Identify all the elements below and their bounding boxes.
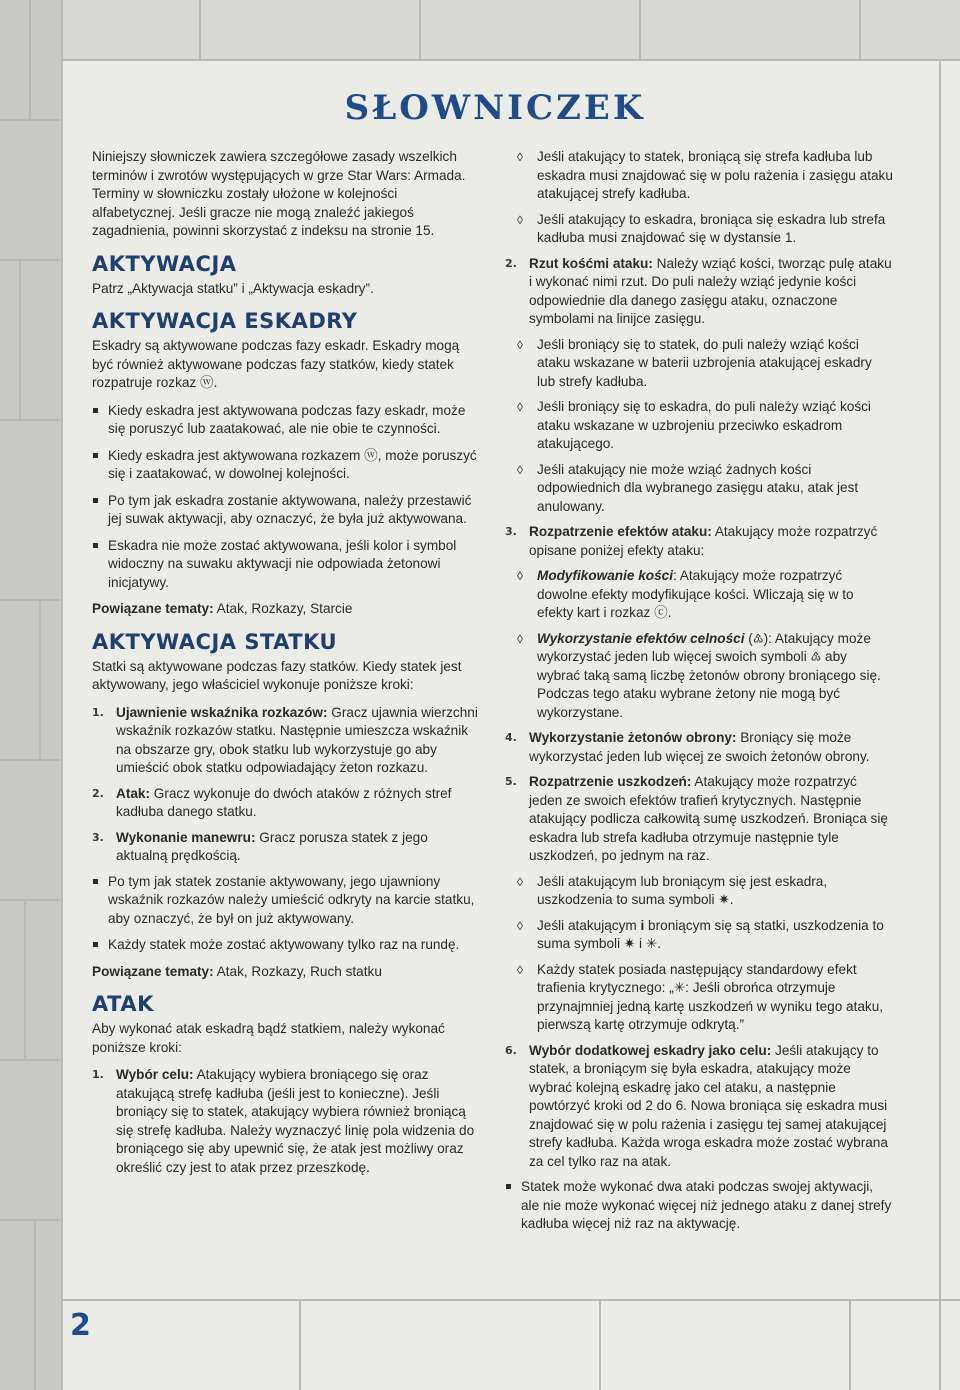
step-item bbox=[92, 785, 480, 822]
step3-subitems bbox=[505, 567, 893, 722]
step-item bbox=[505, 523, 893, 560]
heading-aktywacja-eskadry: AKTYWACJA ESKADRY bbox=[92, 309, 358, 333]
list-item: ◊ Wykorzystanie efektów celności (♳): Atakujący może wykorzystać jeden lub więcej swoich symboli ♳ aby wybrać taką samą liczbę żetonów obrony broniącego się. Podczas tego ataku wybrane żetony nie mogą być wykorzystane. bbox=[517, 630, 881, 720]
list-item: ◊ Każdy statek posiada następujący standardowy efekt trafienia krytycznego: „✳: Jeśli obrońca otrzymuje przynajmniej jedną kartę uszkodzeń w wyniku tego ataku, pierwszą kartę otrzymuje odkrytą.” bbox=[517, 961, 884, 1032]
step-title: Rozpatrzenie uszkodzeń: bbox=[529, 774, 692, 789]
step-number: 1. bbox=[92, 705, 104, 719]
step-number: 4. bbox=[505, 731, 517, 744]
heading-aktywacja-statku: AKTYWACJA STATKU bbox=[92, 629, 338, 654]
list-item: Kiedy eskadra jest aktywowana podczas fazy eskadr, może się poruszyć lub zaatakować, ale nie obie te czynności. bbox=[92, 402, 480, 439]
step-number: 1. bbox=[92, 1068, 104, 1081]
heading-aktywacja: AKTYWACJA bbox=[92, 251, 237, 276]
atak-step-2 bbox=[505, 255, 893, 329]
related-value: Atak, Rozkazy, Ruch statku bbox=[216, 963, 382, 979]
step-number: 5. bbox=[505, 775, 517, 788]
step-text: Jeśli atakujący to statek, a broniącym się była eskadra, atakujący może wybrać kolejną eskadrę jako cel ataku, a następnie powtórzyć kroki od 2 do 6. Nowa broniąca się eskadra musi znajdować się w polu rażenia i zasięgu tej samej atakującej strefy kadłuba. Każda wroga eskadra może zostać wybrana za cel tylko raz na atak. bbox=[529, 1042, 888, 1169]
aktywacja-statku-text: Statki są aktywowane podczas fazy statków. Kiedy statek jest aktywowany, jego właściciel wykonuje poniższe kroki: bbox=[92, 658, 462, 692]
list-item: Eskadra nie może zostać aktywowana, jeśli kolor i symbol widoczny na suwaku aktywacji nie odpowiada żetonowi inicjatywy. bbox=[92, 537, 480, 593]
diamond-icon: ◊ bbox=[517, 462, 523, 477]
related-topics bbox=[92, 963, 480, 982]
list-item: Po tym jak statek zostanie aktywowany, jego ujawniony wskaźnik rozkazów należy umieścić odkryty na karcie statku, aby oznaczyć, że był on już aktywowany. bbox=[92, 873, 480, 929]
list-item: Kiedy eskadra jest aktywowana rozkazem ⓦ, może poruszyć się i zaatakować, w dowolnej kolejności. bbox=[92, 447, 480, 484]
list-item: Statek może wykonać dwa ataki podczas swojej aktywacji, ale nie może wykonać więcej niż jednego ataku z danej strefy kadłuba więcej niż raz na aktywację. bbox=[505, 1178, 893, 1234]
related-topics bbox=[92, 600, 480, 619]
step-item bbox=[92, 1066, 480, 1177]
diamond-icon: ◊ bbox=[517, 150, 523, 164]
step-item bbox=[505, 729, 893, 766]
step1-subitems bbox=[505, 148, 893, 248]
list-item: ◊ Jeśli atakującym lub broniącym się jest eskadra, uszkodzenia to suma symboli ✷. bbox=[517, 873, 828, 907]
right-column bbox=[505, 148, 893, 1242]
aktywacja-eskadry-bullets bbox=[92, 402, 480, 593]
step-text: Broniący się może wykorzystać jeden lub więcej ze swoich żetonów obrony. bbox=[529, 730, 870, 764]
list-item: Po tym jak eskadra zostanie aktywowana, należy przestawić jej suwak aktywacji, aby oznaczyć, że była już aktywowana. bbox=[92, 492, 480, 529]
related-label: Powiązane tematy: bbox=[92, 963, 214, 979]
step-title: Wybór dodatkowej eskadry jako celu: bbox=[529, 1042, 772, 1058]
step-text: Gracz ujawnia wierzchni wskaźnik rozkazów statku. Następnie umieszcza wskaźnik na obszarze gry, obok statku lub wykorzystuje go aby umieścić obok statku odpowiadający żeton rozkazu. bbox=[116, 704, 478, 775]
list-item: ◊ Jeśli broniący się to statek, do puli należy wziąć kości ataku wskazane w baterii uzbrojenia atakującej eskadry lub strefy kadłuba. bbox=[517, 336, 872, 389]
heading-atak: ATAK bbox=[92, 992, 154, 1016]
aktywacja-statku-steps bbox=[92, 704, 480, 866]
step-title: Wykonanie manewru: bbox=[116, 829, 256, 845]
aktywacja-eskadry-text: Eskadry są aktywowane podczas fazy eskadr. Eskadry mogą być również aktywowane podczas fazy statków, kiedy statek rozpatruje rozkaz ⓦ. bbox=[92, 338, 460, 390]
step-title: Atak: bbox=[116, 785, 150, 801]
step-item bbox=[92, 704, 480, 778]
step-title: Rozpatrzenie efektów ataku: bbox=[529, 524, 712, 539]
aktywacja-statku-bullets bbox=[92, 873, 480, 955]
diamond-icon: ◊ bbox=[517, 337, 523, 352]
atak-text: Aby wykonać atak eskadrą bądź statkiem, należy wykonać poniższe kroki: bbox=[92, 1021, 445, 1055]
related-value: Atak, Rozkazy, Starcie bbox=[216, 601, 353, 616]
step-number: 3. bbox=[505, 525, 517, 538]
step-item bbox=[505, 1042, 893, 1172]
step5-subitems bbox=[505, 873, 893, 1035]
step-title: Wybór celu: bbox=[116, 1067, 194, 1082]
diamond-icon: ◊ bbox=[517, 631, 523, 646]
diamond-icon: ◊ bbox=[517, 212, 523, 227]
diamond-icon: ◊ bbox=[517, 918, 523, 933]
step-title: Wykorzystanie żetonów obrony: bbox=[529, 730, 737, 745]
accuracy-icon: ♳ bbox=[810, 650, 822, 664]
list-item: ◊ Jeśli broniący się to eskadra, do puli należy wziąć kości ataku wskazane w uzbrojeniu przeciwko eskadrom atakującego. bbox=[517, 399, 871, 451]
step-item bbox=[505, 773, 893, 866]
step-number: 3. bbox=[92, 830, 104, 844]
diamond-icon: ◊ bbox=[517, 874, 523, 889]
list-item: ◊ Modyfikowanie kości: Atakujący może rozpatrzyć dowolne efekty modyfikujące kości. Wliczają się w to efekty kart i rozkaz ⓒ. bbox=[517, 568, 854, 620]
diamond-icon: ◊ bbox=[517, 962, 523, 977]
list-item: ◊ Jeśli atakujący to statek, broniącą się strefa kadłuba lub eskadra musi znajdować się w polu rażenia i zasięgu ataku atakującej strefy kadłuba. bbox=[517, 149, 893, 201]
step-number: 2. bbox=[92, 786, 104, 800]
step-text: Gracz porusza statek z jego aktualną prędkością. bbox=[116, 829, 428, 863]
step-title: Rzut kośćmi ataku: bbox=[529, 255, 653, 271]
intro-text: Niniejszy słowniczek zawiera szczegółowe zasady wszelkich terminów i zwrotów występujących w grze Star Wars: Armada. Terminy w słowniczku zostały ułożone w kolejności alfabetycznej. Jeśli gracze nie mogą znaleźć jakiegoś zagadnienia, powinni skorzystać z indeksu na stronie 15. bbox=[92, 149, 466, 238]
step-text: Atakujący może rozpatrzyć opisane poniżej efekty ataku: bbox=[529, 524, 878, 558]
diamond-icon: ◊ bbox=[517, 569, 523, 583]
left-column bbox=[92, 148, 480, 1184]
step-item bbox=[92, 829, 480, 866]
step-number: 2. bbox=[505, 256, 517, 270]
related-label: Powiązane tematy: bbox=[92, 601, 214, 616]
list-item: Każdy statek może zostać aktywowany tylko raz na rundę. bbox=[92, 936, 480, 955]
list-item: ◊ Jeśli atakującym i broniącym się są statki, uszkodzenia to suma symboli ✷ i ✳. bbox=[517, 917, 884, 951]
aktywacja-text: Patrz „Aktywacja statku” i „Aktywacja eskadry”. bbox=[92, 280, 374, 296]
accuracy-icon: ♳ bbox=[752, 631, 764, 646]
list-item: ◊ Jeśli atakujący nie może wziąć żadnych kości odpowiednich dla wybranego zasięgu ataku, atak jest anulowany. bbox=[517, 461, 859, 514]
page-number: 2 bbox=[70, 1308, 91, 1343]
step-text: Atakujący wybiera broniącego się oraz atakującą strefę kadłuba (jeśli jest to konieczne). Jeśli broniący się to statek, atakujący wybiera również broniącą się strefę kadłuba. Należy wyznaczyć linię pola widzenia do broniącego się aby upewnić się, że atak jest możliwy oraz określić czy jest to atak przez przeszkodę. bbox=[116, 1067, 475, 1175]
atak-step-3 bbox=[505, 523, 893, 560]
diamond-icon: ◊ bbox=[517, 400, 523, 414]
step-title: Ujawnienie wskaźnika rozkazów: bbox=[116, 704, 328, 720]
atak-step-6 bbox=[505, 1042, 893, 1172]
step-item bbox=[505, 255, 893, 329]
page-title: SŁOWNICZEK bbox=[344, 88, 646, 128]
atak-final-bullet bbox=[505, 1178, 893, 1234]
step-text: Należy wziąć kości, tworząc pulę ataku i wykonać nimi rzut. Do puli należy wziąć jedynie kości odpowiednie dla danego zasięgu ataku, oznaczone symbolami na linijce zasięgu. bbox=[529, 255, 892, 326]
step-text: Gracz wykonuje do dwóch ataków z różnych stref kadłuba danego statku. bbox=[116, 785, 452, 819]
step2-subitems bbox=[505, 336, 893, 517]
atak-step-1 bbox=[92, 1066, 480, 1177]
step-text: Atakujący może rozpatrzyć jeden ze swoich efektów trafień krytycznych. Następnie atakujący podlicza całkowitą sumę uszkodzeń. Broniąca się eskadra lub strefa kadłuba otrzymuje następnie tyle uszkodzeń, po jednym na raz. bbox=[529, 774, 888, 863]
step-number: 6. bbox=[505, 1043, 517, 1057]
list-item: ◊ Jeśli atakujący to eskadra, broniąca się eskadra lub strefa kadłuba musi znajdować się w dystansie 1. bbox=[517, 211, 886, 245]
atak-step-4-5 bbox=[505, 729, 893, 866]
